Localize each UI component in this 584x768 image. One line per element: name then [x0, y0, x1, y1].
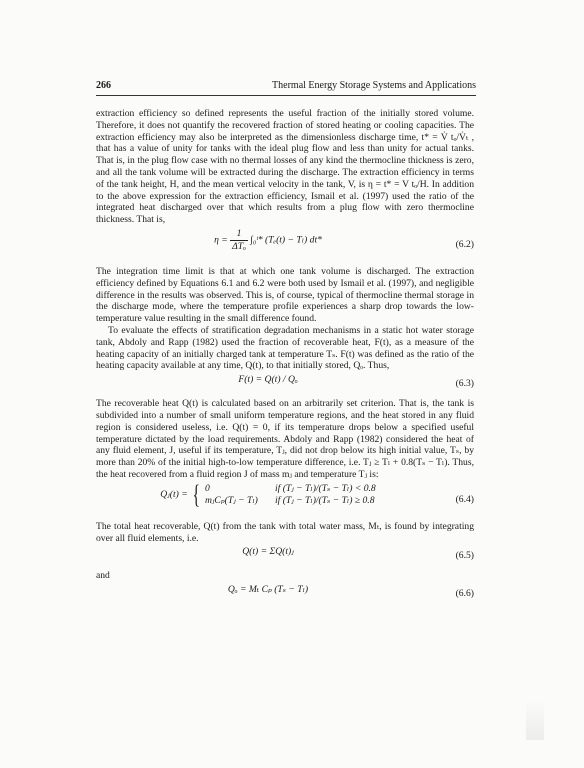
eq63-expr: F(t) = Q(t) / Qₒ — [238, 374, 298, 386]
equation-6-6 — [96, 584, 474, 604]
running-title: Thermal Energy Storage Systems and Applications — [272, 80, 476, 91]
eq66-number: (6.6) — [455, 588, 474, 600]
eq64-case1-condition: if (Tⱼ − Tₗ)/(Tₛ − Tₗ) < 0.8 — [274, 482, 376, 494]
equation-6-4 — [96, 479, 474, 517]
eq65-expr: Q(t) = ΣQ(t)ⱼ — [242, 546, 294, 558]
and-text: and — [96, 570, 110, 582]
eq62-number: (6.2) — [455, 239, 474, 251]
eq63-number: (6.3) — [455, 378, 474, 390]
eq64-number: (6.4) — [455, 493, 474, 505]
paragraph-1: extraction efficiency so defined represents the useful fraction of the initially stored volume. Therefore, it does not quantify the recovered fraction of stored heating or cooling capacities. The extraction efficiency may also be interpreted as the dimensionless discharge time, t* = V̇ tₒ/V̇ₜ , that has a value of unity for tanks with the ideal plug flow and less than unity for actual tanks. That is, in the plug flow case with no thermal losses of any kind the thermocline thickness is zero, and all the tank volume will be extracted during the discharge. The extraction efficiency in terms of the tank height, H, and the mean vertical velocity in the tank, V, is η = t* = V tₒ/H. In addition to the above expression for the extraction efficiency, Ismail et al. (1997) used the ratio of the integrated heat discharged over that which results from a plug flow with zero thermocline thickness. That is, — [96, 108, 474, 226]
header-rule — [96, 95, 476, 96]
eq65-number: (6.5) — [455, 550, 474, 562]
eq64-case2-condition: if (Tⱼ − Tₗ)/(Tₛ − Tₗ) ≥ 0.8 — [274, 494, 375, 506]
eq64-cases — [205, 483, 376, 507]
page-number: 266 — [96, 80, 111, 91]
eq64-case2-value: mⱼCₚ(Tⱼ − Tₗ) — [204, 494, 258, 506]
equation-6-5 — [96, 546, 474, 566]
equation-6-3 — [96, 374, 474, 394]
paragraph-3: To evaluate the effects of stratification degradation mechanisms in a static hot water storage tank, Abdoly and Rapp (1982) used the fraction of recoverable heat, F(t), as a measure of the heating capacity of an initially charged tank at temperature Tₛ. F(t) was defined as the ratio of the heating capacity available at any time, Q(t), to that initially stored, Qₒ. Thus, — [96, 324, 474, 372]
running-header — [96, 80, 476, 94]
paragraph-4: The recoverable heat Q(t) is calculated based on an arbitrarily set criterion. That is, the tank is subdivided into a number of small uniform temperature regions, and the heat stored in any fluid region is considered useless, i.e. Q(t) = 0, if its temperature drops below a specified useful temperature dictated by the load requirements. Abdoly and Rapp (1982) considered the heat of any fluid element, J, useful if its temperature, Tⱼ, did not drop below its high initial value, Tₛ, by more than 20% of the initial high-to-low temperature difference, i.e. Tⱼ ≥ Tₗ + 0.8(Tₛ − Tₗ). Thus, the heat recovered from a fluid region J of mass mⱼ and temperature Tⱼ is: — [96, 398, 474, 480]
eq64-case1-value: 0 — [204, 482, 210, 494]
eq66-expr: Qₒ = Mₜ Cₚ (Tₛ − Tₗ) — [227, 584, 309, 596]
eq62-fraction — [230, 228, 248, 253]
eq64-brace: { — [192, 479, 201, 509]
eq62-integral: ∫₀ᵗ* (Tₑ(t) − Tₗ) dt* — [250, 234, 322, 246]
eq62-denominator: ΔTₒ — [232, 240, 246, 252]
paragraph-2: The integration time limit is that at which one tank volume is discharged. The extraction efficiency defined by Equations 6.1 and 6.2 were both used by Ismail et al. (1997), and negligible difference in the results was observed. This is, of course, typical of thermocline thermal storage in the discharge mode, where the temperature profile experiences a sharp drop towards the low-temperature value resulting in the small difference found. — [96, 265, 474, 325]
body-text — [96, 108, 474, 608]
eq64-lhs: Qⱼ(t) = — [160, 488, 188, 500]
paragraph-5: The total heat recoverable, Q(t) from the tank with total water mass, Mₜ, is found by integrating over all fluid elements, i.e. — [96, 520, 474, 544]
eq62-lhs: η = — [214, 234, 228, 246]
equation-6-2 — [96, 228, 474, 262]
eq62-numerator: 1 — [230, 228, 248, 241]
page-scuff — [526, 700, 544, 740]
